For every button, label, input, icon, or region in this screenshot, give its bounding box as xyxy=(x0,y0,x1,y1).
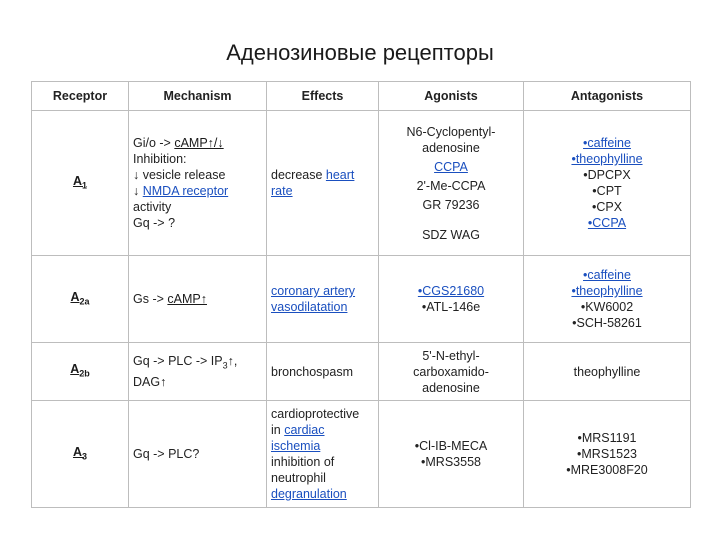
cgs21680-link[interactable]: •CGS21680 xyxy=(417,284,485,298)
antagonist-item: theophylline xyxy=(573,364,641,379)
caffeine-link[interactable]: •caffeine xyxy=(583,136,631,150)
mechanism-cell xyxy=(129,343,267,401)
mechanism-line: ↓ vesicle release xyxy=(133,168,226,182)
receptor-cell xyxy=(32,111,129,256)
mechanism-line xyxy=(133,135,262,151)
effects-line xyxy=(271,183,374,199)
mechanism-cell xyxy=(129,401,267,508)
effects-line: bronchospasm xyxy=(271,364,353,379)
mechanism-line: Gq -> ? xyxy=(133,216,176,230)
effects-line xyxy=(271,167,374,183)
effects-cell xyxy=(267,401,379,508)
ccpa-link[interactable]: •CCPA xyxy=(587,216,627,230)
receptor-cell xyxy=(32,401,129,508)
spacer xyxy=(383,213,519,227)
receptor-base: A xyxy=(70,362,80,377)
effects-line: neutrophil xyxy=(271,471,326,485)
receptor-a2b-link[interactable] xyxy=(70,362,90,379)
mechanism-text: ↓ xyxy=(133,184,143,198)
effects-line xyxy=(271,422,374,438)
heart-rate-link[interactable]: rate xyxy=(271,184,293,198)
antagonist-item: •SCH-58261 xyxy=(572,316,642,330)
header-effects: Effects xyxy=(267,82,379,111)
antagonist-item: •DPCPX xyxy=(583,168,631,182)
table-header-row xyxy=(32,82,691,111)
mechanism-line: Inhibition: xyxy=(133,152,187,166)
table-row-a2b xyxy=(32,343,691,401)
camp-link[interactable]: cAMP↑/↓ xyxy=(174,136,224,150)
mechanism-line: activity xyxy=(133,200,172,214)
receptor-subscript: 3 xyxy=(82,451,88,462)
mechanism-line: DAG↑ xyxy=(133,374,167,389)
heart-rate-link[interactable]: heart xyxy=(325,168,355,182)
effects-text: decrease xyxy=(271,168,326,182)
effects-line: inhibition of xyxy=(271,455,335,469)
nmda-receptor-link[interactable]: NMDA receptor xyxy=(142,184,229,198)
effects-text: in xyxy=(271,423,285,437)
table-row-a1 xyxy=(32,111,691,256)
ischemia-link[interactable]: ischemia xyxy=(271,439,321,453)
antagonist-item: •MRS1523 xyxy=(577,447,637,461)
agonist-item: •ATL-146e xyxy=(421,300,481,314)
agonist-item: SDZ WAG xyxy=(422,227,480,242)
mechanism-text: Gq -> PLC -> IP xyxy=(133,354,223,369)
agonist-item: •MRS3558 xyxy=(421,455,481,469)
header-antagonists: Antagonists xyxy=(524,82,691,111)
header-receptor: Receptor xyxy=(32,82,129,111)
antagonist-item: •CPX xyxy=(591,200,623,214)
agonist-item: adenosine xyxy=(422,380,480,395)
antagonists-cell xyxy=(524,111,691,256)
coronary-artery-link[interactable]: coronary artery xyxy=(271,284,356,298)
receptor-a1-link[interactable] xyxy=(72,173,88,191)
agonists-cell xyxy=(379,343,524,401)
receptor-base: A xyxy=(72,173,82,188)
antagonists-cell xyxy=(524,401,691,508)
mechanism-subscript: 3 xyxy=(222,360,228,371)
receptor-a3-link[interactable] xyxy=(72,444,88,462)
table-row-a2a xyxy=(32,256,691,343)
agonist-item: N6-Cyclopentyl- xyxy=(406,124,496,139)
mechanism-text: ↑, xyxy=(227,354,238,369)
receptor-subscript: 1 xyxy=(82,180,88,191)
receptor-a2a-link[interactable] xyxy=(70,289,90,307)
effects-line: cardioprotective xyxy=(271,407,360,421)
adenosine-receptors-table xyxy=(31,81,691,508)
antagonist-item: •CPT xyxy=(592,184,622,198)
effects-cell xyxy=(267,343,379,401)
antagonists-cell xyxy=(524,343,691,401)
header-agonists: Agonists xyxy=(379,82,524,111)
receptor-base: A xyxy=(70,289,80,304)
slide-title: Аденозиновые рецепторы xyxy=(226,40,494,65)
degranulation-link[interactable]: degranulation xyxy=(271,487,347,501)
header-mechanism: Mechanism xyxy=(129,82,267,111)
mechanism-line: Gq -> PLC? xyxy=(133,447,200,461)
agonists-cell xyxy=(379,256,524,343)
receptor-subscript: 2a xyxy=(79,296,90,307)
mechanism-line xyxy=(133,353,262,374)
antagonists-cell xyxy=(524,256,691,343)
antagonist-item: •MRS1191 xyxy=(577,431,637,445)
mechanism-line xyxy=(133,183,262,199)
antagonist-item: •KW6002 xyxy=(580,300,634,314)
theophylline-link[interactable]: •theophylline xyxy=(571,284,643,298)
mechanism-cell xyxy=(129,111,267,256)
agonist-item: GR 79236 xyxy=(422,197,480,212)
agonist-item: 5'-N-ethyl- xyxy=(422,348,480,363)
effects-cell xyxy=(267,256,379,343)
agonists-cell xyxy=(379,111,524,256)
mechanism-text: Gs -> xyxy=(133,292,168,306)
receptor-subscript: 2b xyxy=(79,368,90,379)
agonists-cell xyxy=(379,401,524,508)
ccpa-link[interactable]: CCPA xyxy=(434,159,468,174)
agonist-item: 2'-Me-CCPA xyxy=(416,178,486,193)
antagonist-item: •MRE3008F20 xyxy=(566,463,648,477)
mechanism-line xyxy=(133,291,262,307)
agonist-item: adenosine xyxy=(422,140,480,155)
mechanism-text: Gi/o -> xyxy=(133,136,175,150)
table-row-a3 xyxy=(32,401,691,508)
receptor-cell xyxy=(32,343,129,401)
receptor-base: A xyxy=(72,444,82,459)
camp-link[interactable]: cAMP↑ xyxy=(167,292,207,306)
vasodilatation-link[interactable]: vasodilatation xyxy=(271,300,348,314)
mechanism-cell xyxy=(129,256,267,343)
caffeine-link[interactable]: •caffeine xyxy=(583,268,631,282)
effects-cell xyxy=(267,111,379,256)
cardiac-link[interactable]: cardiac xyxy=(284,423,325,437)
agonist-item: •Cl-IB-MECA xyxy=(414,439,488,453)
theophylline-link[interactable]: •theophylline xyxy=(571,152,643,166)
agonist-item: carboxamido- xyxy=(413,364,489,379)
receptor-cell xyxy=(32,256,129,343)
